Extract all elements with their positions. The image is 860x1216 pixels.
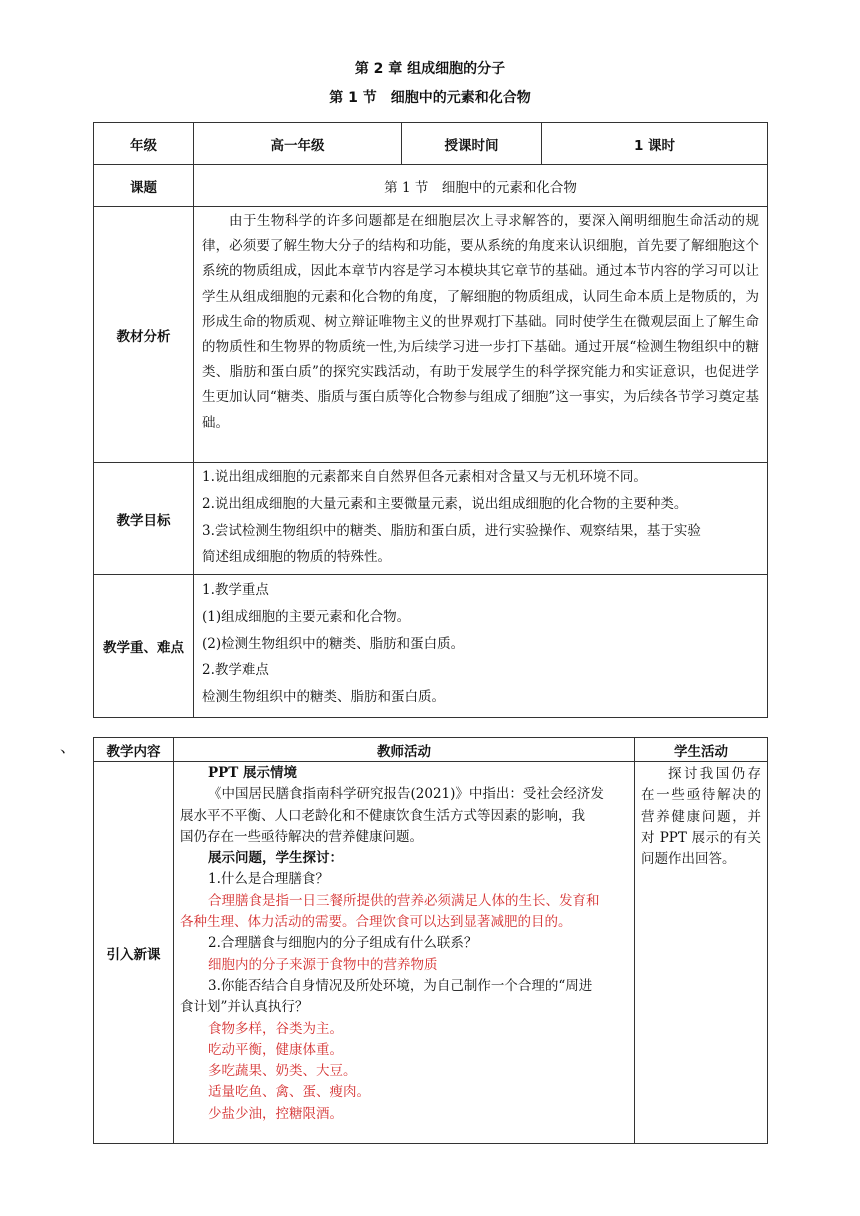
- keypoint-item: (1)组成细胞的主要元素和化合物。: [202, 608, 411, 625]
- grade-label: 年级: [94, 123, 194, 165]
- lesson-table: [93, 737, 768, 1144]
- answer-3-item: 食物多样，谷类为主。: [208, 1020, 343, 1037]
- answer-2: 细胞内的分子来源于食物中的营养物质: [208, 956, 438, 973]
- teacher-activity-cell: [174, 762, 635, 1144]
- goal-item: 2.说出组成细胞的大量元素和主要微量元素，说出组成细胞的化合物的主要种类。: [202, 495, 688, 512]
- question-2: 2.合理膳食与细胞内的分子组成有什么联系？: [208, 935, 478, 952]
- goal-item: 简述组成细胞的物质的特殊性。: [202, 549, 391, 566]
- section-title: 第 1 节 细胞中的元素和化合物: [329, 90, 531, 106]
- keypoints-cell: [194, 575, 768, 718]
- answer-1-line: 合理膳食是指一日三餐所提供的营养必须满足人体的生长、发育和: [208, 892, 600, 909]
- topic-value: 第 1 节 细胞中的元素和化合物: [194, 165, 768, 207]
- answer-3-item: 少盐少油，控糖限酒。: [208, 1105, 343, 1122]
- info-table: [93, 122, 768, 718]
- goals-label: 教学目标: [94, 463, 194, 575]
- header-teacher: 教师活动: [174, 738, 635, 762]
- stray-mark: 、: [60, 737, 77, 756]
- ppt-heading: PPT 展示情境: [208, 765, 298, 781]
- report-line: 展水平不平衡、人口老龄化和不健康饮食生活方式等因素的影响，我: [180, 807, 585, 824]
- goal-item: 3.尝试检测生物组织中的糖类、脂肪和蛋白质，进行实验操作、观察结果，基于实验: [202, 522, 701, 539]
- keypoint-item: 1.教学重点: [202, 582, 269, 598]
- student-activity-text: 探讨我国仍存在一些亟待解决的营养健康问题，并对 PPT 展示的有关问题作出回答。: [641, 766, 761, 868]
- report-line: 《中国居民膳食指南科学研究报告(2021)》中指出：受社会经济发: [208, 786, 604, 803]
- question-1: 1.什么是合理膳食？: [208, 871, 329, 888]
- keypoint-item: 2.教学难点: [202, 662, 269, 679]
- keypoint-item: 检测生物组织中的糖类、脂肪和蛋白质。: [202, 689, 445, 706]
- analysis-cell: [194, 207, 768, 463]
- chapter-title: 第 2 章 组成细胞的分子: [354, 61, 506, 77]
- student-activity-cell: [635, 762, 768, 1144]
- keypoint-item: (2)检测生物组织中的糖类、脂肪和蛋白质。: [202, 635, 465, 652]
- goal-item: 1.说出组成细胞的元素都来自自然界但各元素相对含量又与无机环境不同。: [202, 469, 647, 485]
- analysis-label: 教材分析: [94, 207, 194, 463]
- question-3-line: 食计划”并认真执行？: [180, 999, 309, 1016]
- report-line: 国仍存在一些亟待解决的营养健康问题。: [180, 828, 423, 845]
- topic-label: 课题: [94, 165, 194, 207]
- time-value: 1 课时: [542, 123, 768, 165]
- row-label-intro: 引入新课: [94, 762, 174, 1144]
- analysis-text: 由于生物科学的许多问题都是在细胞层次上寻求解答的，要深入阐明细胞生命活动的规律，必须要了解生物大分子的结构和功能，要从系统的角度来认识细胞，首先要了解细胞这个系统的物质组成，因此本章节内容是学习本模块其它章节的基础。通过本节内容的学习可以让学生从组成细胞的元素和化合物的角度，了解细胞的物质组成，认同生命本质上是物质的，为形成生命的物质观、树立辩证唯物主义的世界观打下基础。同时使学生在微观层面上了解生命的物质性和生物界的物质统一性,为后续学习进一步打下基础。通过开展“检测生物组织中的糖类、脂肪和蛋白质”的探究实践活动，有助于发展学生的科学探究能力和实证意识，也促进学生更加认同“糖类、脂质与蛋白质等化合物参与组成了细胞”这一事实，为后续各节学习奠定基础。: [202, 213, 759, 431]
- goals-cell: [194, 463, 768, 575]
- question-3-line: 3.你能否结合自身情况及所处环境，为自己制作一个合理的“周进: [208, 977, 593, 994]
- header-student: 学生活动: [635, 738, 768, 762]
- time-label: 授课时间: [402, 123, 542, 165]
- answer-3-item: 多吃蔬果、奶类、大豆。: [208, 1063, 357, 1080]
- answer-1-line: 各种生理、体力活动的需要。合理饮食可以达到显著减肥的目的。: [180, 914, 572, 931]
- header-content: 教学内容: [94, 738, 174, 762]
- discuss-heading: 展示问题，学生探讨：: [208, 850, 343, 867]
- answer-3-item: 适量吃鱼、禽、蛋、瘦肉。: [208, 1084, 370, 1101]
- grade-value: 高一年级: [194, 123, 402, 165]
- keypoints-label: 教学重、难点: [94, 575, 194, 718]
- answer-3-item: 吃动平衡，健康体重。: [208, 1041, 343, 1058]
